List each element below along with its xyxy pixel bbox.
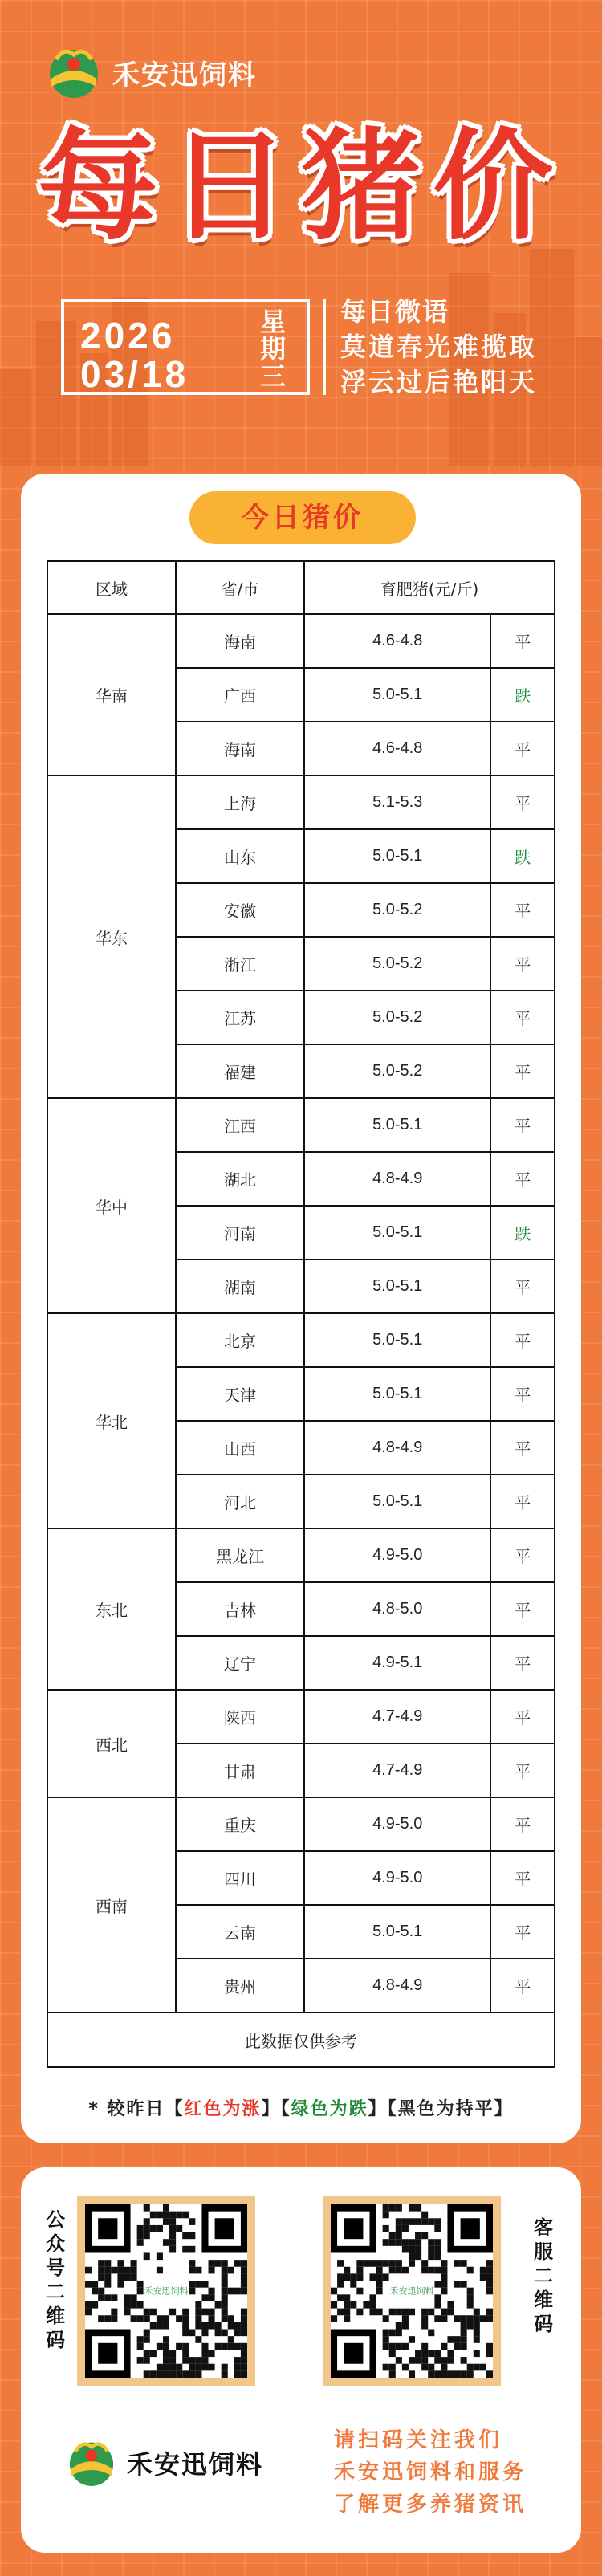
trend-cell: 平: [490, 614, 555, 668]
price-cell: 4.6-4.8: [304, 722, 490, 775]
qr-center-label: 禾安迅饲料: [144, 2285, 189, 2297]
price-cell: 4.8-4.9: [304, 1959, 490, 2012]
trend-cell: 平: [490, 1528, 555, 1582]
price-cell: 4.9-5.0: [304, 1528, 490, 1582]
trend-cell: 平: [490, 1959, 555, 2012]
region-cell: 东北: [47, 1528, 176, 1690]
contact-card: [21, 2167, 581, 2553]
trend-cell: 平: [490, 1475, 555, 1528]
trend-cell: 平: [490, 1260, 555, 1313]
official-account-qr[interactable]: [77, 2196, 255, 2386]
province-cell: 福建: [176, 1044, 304, 1098]
trend-cell: 跌: [490, 668, 555, 722]
province-cell: 天津: [176, 1367, 304, 1421]
label-char: 码: [534, 2313, 553, 2335]
trend-cell: 平: [490, 775, 555, 829]
price-cell: 5.1-5.3: [304, 775, 490, 829]
region-cell: 华南: [47, 614, 176, 775]
table-note: 此数据仅供参考: [47, 2012, 555, 2067]
official-account-label: [43, 2208, 67, 2352]
table-row: [47, 1797, 555, 1851]
weekday-char: 期: [259, 334, 286, 364]
legend-suffix: 】【黑色为持平】: [368, 2099, 514, 2119]
trend-cell: 跌: [490, 829, 555, 883]
trend-cell: 平: [490, 991, 555, 1044]
price-cell: 5.0-5.1: [304, 1905, 490, 1959]
qr-center-label: 禾安迅饲料: [389, 2285, 434, 2297]
label-char: 众: [46, 2232, 65, 2255]
date-box: [61, 299, 310, 395]
trend-cell: 平: [490, 1098, 555, 1152]
table-header-row: [47, 561, 555, 614]
trend-cell: 平: [490, 1152, 555, 1206]
trend-cell: 平: [490, 722, 555, 775]
trend-cell: 平: [490, 1313, 555, 1367]
page-title: 每日猪价: [37, 117, 564, 257]
price-cell: 5.0-5.2: [304, 991, 490, 1044]
label-char: 号: [46, 2257, 65, 2279]
price-cell: 5.0-5.1: [304, 829, 490, 883]
province-cell: 河北: [176, 1475, 304, 1528]
date-year: 2026: [80, 315, 176, 356]
trend-cell: 跌: [490, 1206, 555, 1260]
price-table: [47, 560, 555, 2068]
qr-code-icon: [85, 2204, 247, 2378]
province-cell: 甘肃: [176, 1744, 304, 1797]
legend-green: 绿色为跌: [291, 2099, 368, 2119]
province-cell: 北京: [176, 1313, 304, 1367]
price-cell: 5.0-5.1: [304, 1313, 490, 1367]
label-char: 客: [534, 2216, 553, 2239]
brand-logo-icon: [40, 39, 108, 106]
trend-cell: 平: [490, 937, 555, 991]
label-char: 码: [46, 2329, 65, 2351]
trend-cell: 平: [490, 1690, 555, 1744]
trend-cell: 平: [490, 1851, 555, 1905]
price-cell: 5.0-5.1: [304, 1260, 490, 1313]
table-row: [47, 775, 555, 829]
trend-cell: 平: [490, 1636, 555, 1690]
label-char: 公: [46, 2208, 65, 2231]
trend-cell: 平: [490, 883, 555, 937]
motto-line: 莫道春光难揽取: [340, 332, 538, 362]
trend-cell: 平: [490, 1905, 555, 1959]
table-note-row: [47, 2012, 555, 2067]
section-title-pill: 今日猪价: [189, 491, 416, 544]
trend-cell: 平: [490, 1744, 555, 1797]
trend-cell: 平: [490, 1421, 555, 1475]
weekday-char: 三: [259, 361, 286, 392]
price-cell: 4.7-4.9: [304, 1690, 490, 1744]
price-cell: 5.0-5.1: [304, 668, 490, 722]
header-divider: [323, 299, 326, 395]
province-cell: 四川: [176, 1851, 304, 1905]
price-cell: 5.0-5.2: [304, 1044, 490, 1098]
province-cell: 辽宁: [176, 1636, 304, 1690]
table-row: [47, 1313, 555, 1367]
brand-header: [40, 39, 257, 106]
province-cell: 河南: [176, 1206, 304, 1260]
trend-cell: 平: [490, 1797, 555, 1851]
header-region: 区域: [47, 561, 176, 614]
weekday-label: [258, 308, 287, 390]
table-row: [47, 1098, 555, 1152]
province-cell: 云南: [176, 1905, 304, 1959]
table-row: [47, 1690, 555, 1744]
price-cell: 4.9-5.0: [304, 1851, 490, 1905]
province-cell: 贵州: [176, 1959, 304, 2012]
price-cell: 4.8-4.9: [304, 1421, 490, 1475]
price-cell: 5.0-5.1: [304, 1367, 490, 1421]
trend-cell: 平: [490, 1367, 555, 1421]
label-char: 维: [46, 2305, 65, 2327]
label-char: 服: [534, 2240, 553, 2263]
province-cell: 山东: [176, 829, 304, 883]
cta-line: 了解更多养猪资讯: [334, 2493, 527, 2517]
price-cell: 5.0-5.2: [304, 937, 490, 991]
weekday-char: 星: [259, 307, 286, 337]
price-cell: 4.8-4.9: [304, 1152, 490, 1206]
province-cell: 江西: [176, 1098, 304, 1152]
price-cell: 4.8-5.0: [304, 1582, 490, 1636]
label-char: 二: [46, 2281, 65, 2303]
province-cell: 浙江: [176, 937, 304, 991]
date-display: [80, 316, 189, 393]
motto-line: 浮云过后艳阳天: [340, 367, 538, 397]
header-province: 省/市: [176, 561, 304, 614]
label-char: 二: [534, 2265, 553, 2287]
region-cell: 华中: [47, 1098, 176, 1313]
call-to-action: [334, 2424, 575, 2521]
price-cell: 5.0-5.2: [304, 883, 490, 937]
region-cell: 西南: [47, 1797, 176, 2012]
province-cell: 陕西: [176, 1690, 304, 1744]
motto-title: 每日微语: [340, 296, 450, 327]
legend-prefix: * 较昨日【: [88, 2099, 185, 2119]
footer-brand-name: 禾安迅饲料: [127, 2449, 264, 2480]
price-cell: 5.0-5.1: [304, 1475, 490, 1528]
price-cell: 4.6-4.8: [304, 614, 490, 668]
price-cell: 5.0-5.1: [304, 1206, 490, 1260]
legend-sep: 】【: [261, 2099, 291, 2119]
province-cell: 海南: [176, 614, 304, 668]
trend-cell: 平: [490, 1582, 555, 1636]
province-cell: 广西: [176, 668, 304, 722]
price-table-body: [47, 614, 555, 2067]
cta-line: 禾安迅饲料和服务: [334, 2460, 527, 2484]
date-month-day: 03/18: [80, 353, 189, 395]
price-cell: 4.9-5.0: [304, 1797, 490, 1851]
label-char: 维: [534, 2289, 553, 2311]
province-cell: 江苏: [176, 991, 304, 1044]
price-cell: 4.7-4.9: [304, 1744, 490, 1797]
customer-service-label: [531, 2216, 555, 2336]
table-row: [47, 1528, 555, 1582]
header-price: 育肥猪(元/斤): [304, 561, 555, 614]
province-cell: 湖南: [176, 1260, 304, 1313]
brand-name: 禾安迅饲料: [112, 59, 257, 92]
province-cell: 重庆: [176, 1797, 304, 1851]
region-cell: 华北: [47, 1313, 176, 1528]
province-cell: 安徽: [176, 883, 304, 937]
table-row: [47, 614, 555, 668]
price-cell: 5.0-5.1: [304, 1098, 490, 1152]
qr-code-icon: [331, 2204, 493, 2378]
province-cell: 上海: [176, 775, 304, 829]
province-cell: 山西: [176, 1421, 304, 1475]
price-card: [21, 474, 581, 2143]
legend-red: 红色为涨: [184, 2099, 262, 2119]
province-cell: 吉林: [176, 1582, 304, 1636]
brand-logo-icon: [61, 2432, 122, 2493]
footer-brand: [61, 2432, 263, 2493]
province-cell: 海南: [176, 722, 304, 775]
customer-service-qr[interactable]: [323, 2196, 501, 2386]
daily-motto: [340, 294, 537, 400]
color-legend: [21, 2095, 581, 2120]
province-cell: 湖北: [176, 1152, 304, 1206]
province-cell: 黑龙江: [176, 1528, 304, 1582]
region-cell: 华东: [47, 775, 176, 1098]
cta-line: 请扫码关注我们: [334, 2428, 503, 2452]
region-cell: 西北: [47, 1690, 176, 1797]
trend-cell: 平: [490, 1044, 555, 1098]
price-cell: 4.9-5.1: [304, 1636, 490, 1690]
